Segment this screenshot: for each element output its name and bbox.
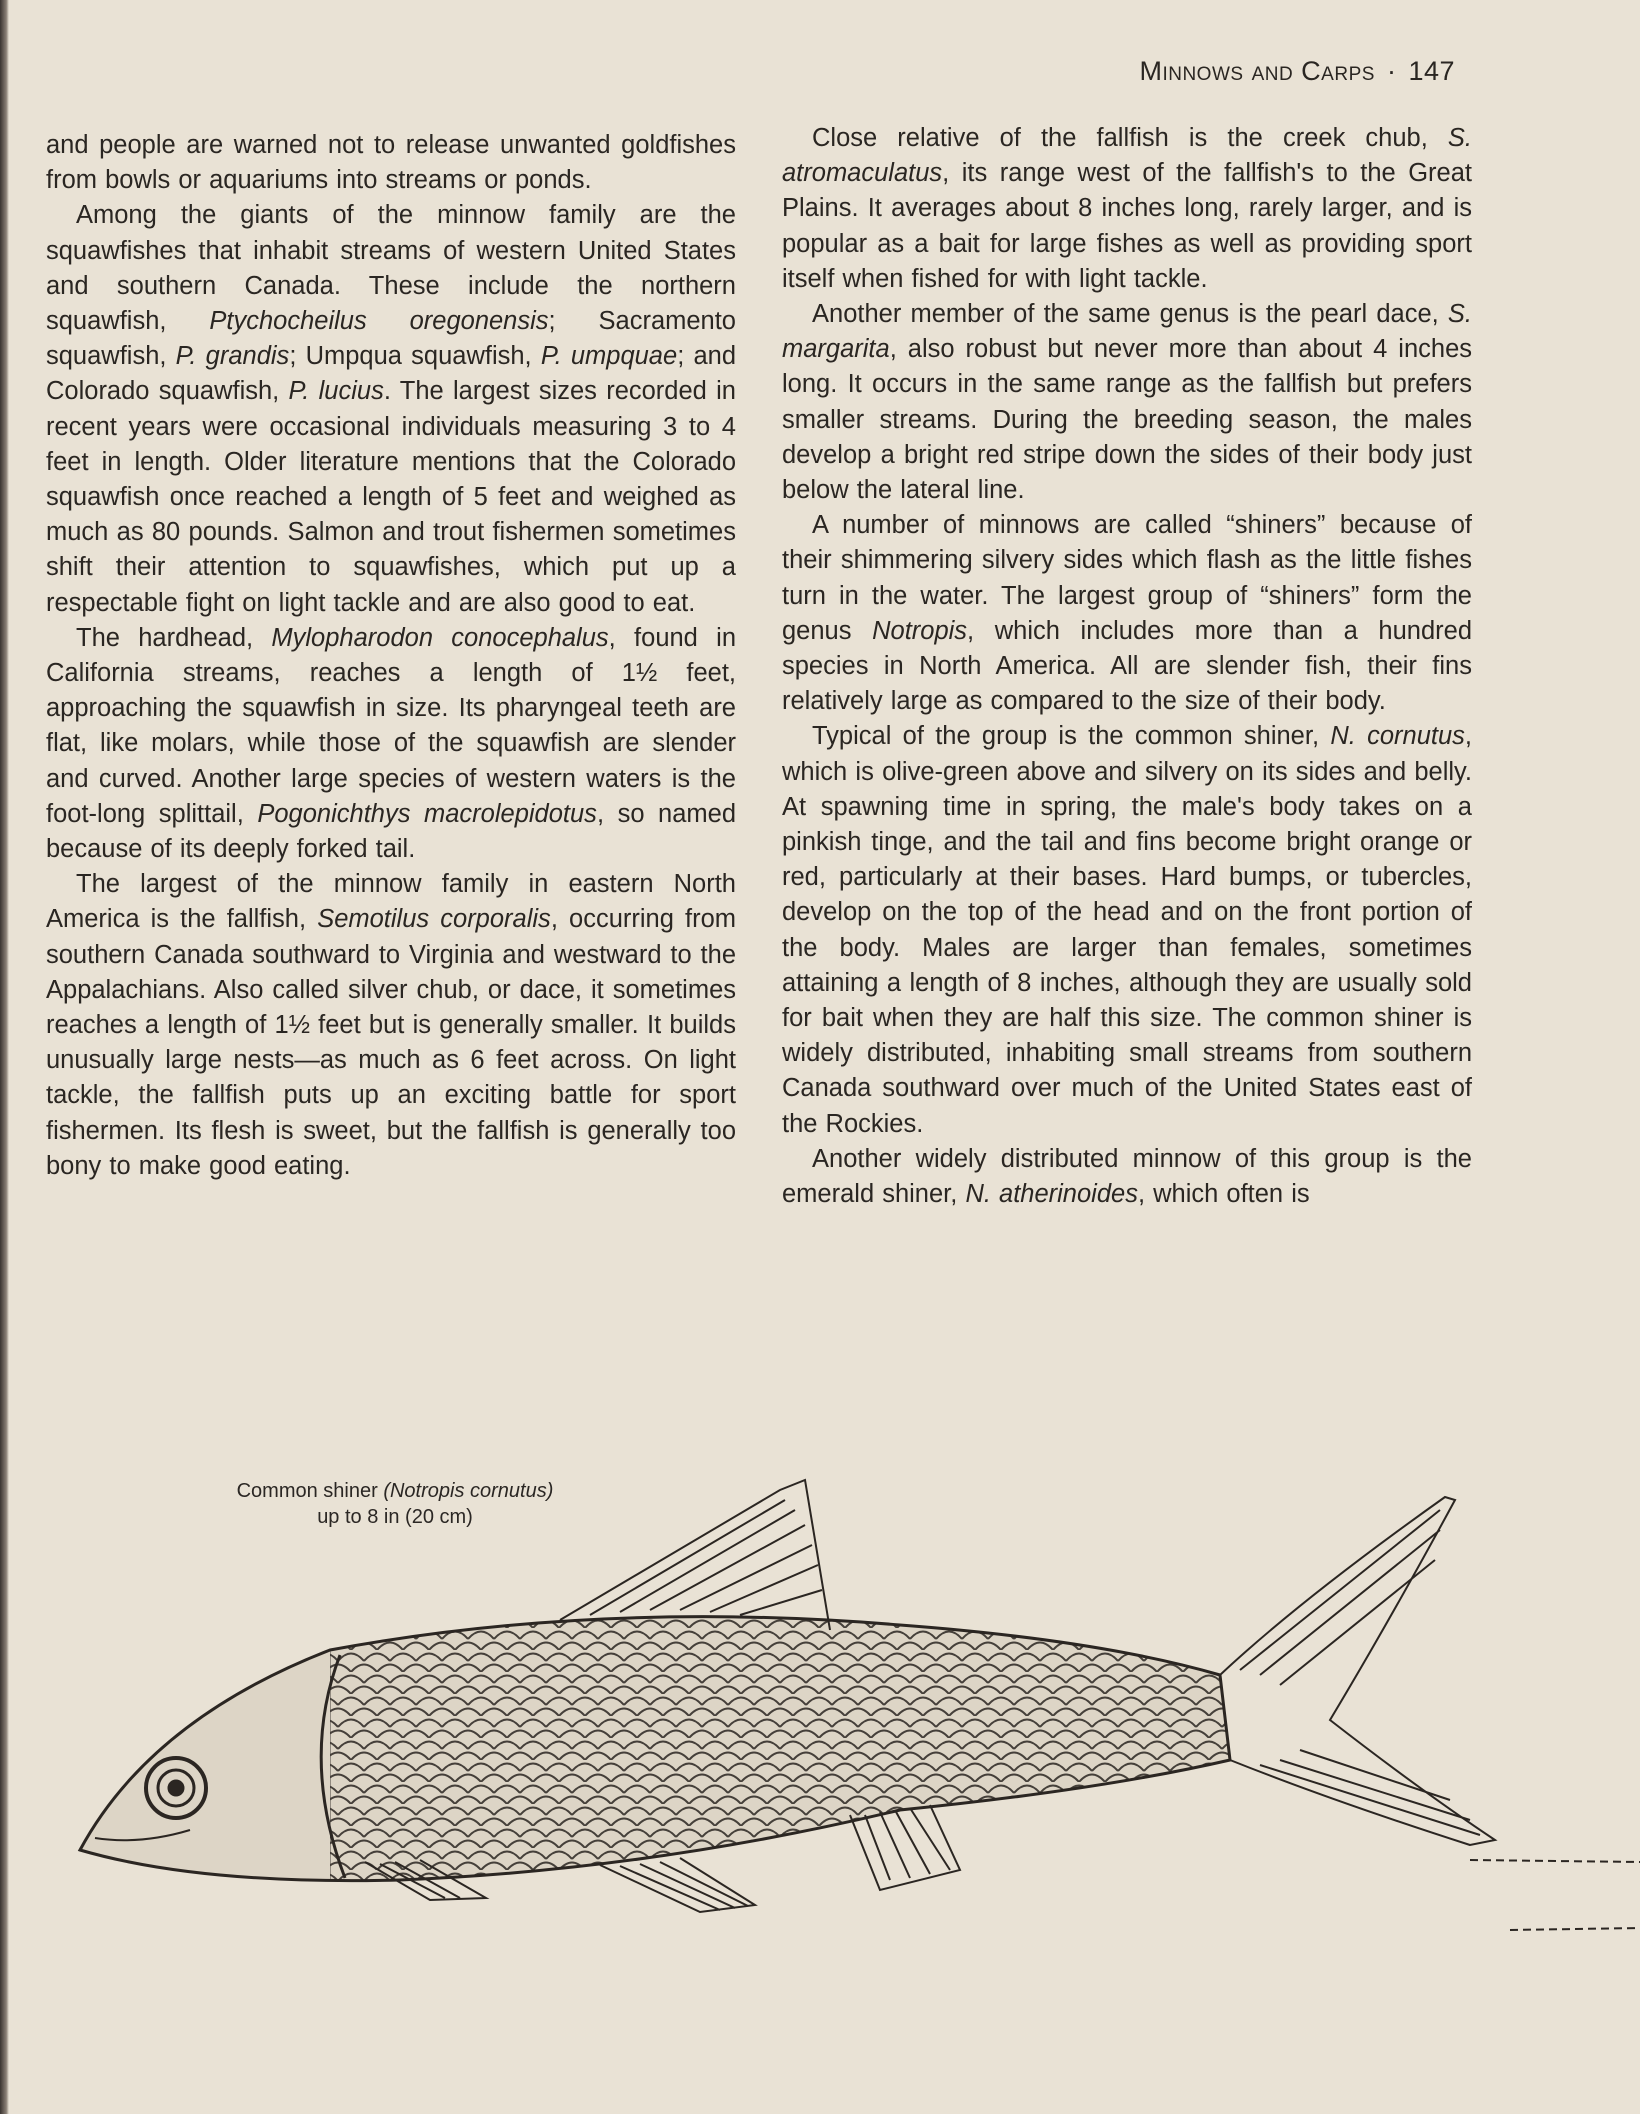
text: Close relative of the fallfish is the creek chub, (812, 124, 1448, 152)
paragraph (782, 297, 1472, 508)
text: , which includes more than a hundred species in North America. All are slender fish, their fins relatively large as compared to the size of their body. (782, 616, 1473, 716)
pelvic-fin (600, 1858, 755, 1912)
header-separator: · (1386, 56, 1397, 86)
scientific-name: N. atherinoides (965, 1180, 1138, 1209)
scientific-name: Notropis (872, 616, 968, 645)
tail-fin (1220, 1497, 1640, 1930)
scientific-name: N. cornutus (1330, 722, 1465, 751)
text: . The largest sizes recorded in recent years were occasional individuals measuring 3 to 4 feet in length. Older literature mentions that the Colorado squawfish once reached a length of 5 feet and weighed as much as 80 pounds. Salmon and trout fishermen sometimes shift their attention to squawfishes, which put up a respectable fight on light tackle and are also good to eat. (46, 377, 736, 617)
scientific-name: P. lucius (288, 377, 384, 406)
anal-fin (850, 1805, 960, 1890)
text: The largest of the minnow family in eastern North America is the fallfish, (46, 870, 736, 934)
caption-scientific-name: (Notropis cornutus) (383, 1480, 554, 1502)
text: Among the giants of the minnow family are the squawfishes that inhabit streams of western United States and southern Canada. These include the northern squawfish, (46, 201, 736, 336)
left-column (46, 128, 736, 1184)
scientific-name: Pogonichthys macrolepidotus (257, 799, 597, 828)
text: ; Umpqua squawfish, (289, 342, 541, 371)
paragraph (782, 121, 1472, 297)
page-number: 147 (1408, 56, 1455, 86)
text: ; Sacramento squawfish, (46, 307, 736, 371)
caption-common-name: Common shiner (236, 1480, 384, 1502)
paragraph (46, 198, 736, 620)
text: ; and Colorado squawfish, (46, 342, 737, 406)
caption-size: up to 8 in (20 cm) (317, 1506, 473, 1528)
running-header (1139, 56, 1455, 87)
text: Another member of the same genus is the pearl dace, (812, 300, 1448, 329)
text: , found in California streams, reaches a length of 1½ feet, approaching the squawfish in size. Its pharyngeal teeth are flat, like molars, while those of the squawfish are slender and curved. Another large species of western waters is the foot-long splittail, (46, 623, 737, 828)
right-column (782, 121, 1472, 1212)
text: , its range west of the fallfish's to the Great Plains. It averages about 8 inches long, rarely larger, and is popular as a bait for large fishes as well as providing sport itself when fished for with light tackle. (782, 159, 1472, 293)
text: The hardhead, (76, 623, 272, 652)
text: Another widely distributed minnow of this group is the emerald shiner, (782, 1144, 1472, 1209)
scientific-name: Semotilus corporalis (317, 905, 551, 934)
text: and people are warned not to release unwanted goldfishes from bowls or aquariums into streams or ponds. (46, 131, 736, 195)
scientific-name: P. umpquae (540, 342, 678, 371)
common-shiner-illustration (0, 1440, 1640, 1960)
paragraph (782, 1142, 1472, 1212)
text: Typical of the group is the common shiner, (812, 722, 1331, 751)
text: A number of minnows are called “shiners” because of their shimmering silvery sides which flash as the little fishes turn in the water. The largest group of “shiners” form the genus (782, 511, 1472, 645)
text: , which often is (1137, 1180, 1310, 1209)
section-title: Minnows and Carps (1139, 56, 1375, 86)
paragraph (46, 128, 736, 198)
scientific-name: S. margarita (782, 300, 1472, 364)
paragraph (46, 621, 736, 867)
text: , which is olive-green above and silvery on its sides and belly. At spawning time in spring, the male's body takes on a pinkish tinge, and the tail and fins become bright orange or red, particularly at their bases. Hard bumps, or tubercles, develop on the top of the head and on the front portion of the body. Males are larger than females, sometimes attaining a length of 8 inches, although they are usually sold for bait when they are half this size. The common shiner is widely distributed, inhabiting small streams from southern Canada southward over much of the United States east of the Rockies. (782, 722, 1473, 1138)
fish-body (80, 1600, 1250, 1900)
dorsal-fin (560, 1480, 830, 1630)
text: , occurring from southern Canada southward to Virginia and westward to the Appalachians. Also called silver chub, or dace, it sometimes reaches a length of 1½ feet but is generally smaller. It builds unusually large nests—as much as 6 feet across. On light tackle, the fallfish puts up an exciting battle for sport fishermen. Its flesh is sweet, but the fallfish is generally too bony to make good eating. (46, 905, 736, 1180)
paragraph (46, 867, 736, 1184)
scientific-name: P. grandis (175, 342, 290, 371)
scientific-name: S. atromaculatus (782, 124, 1472, 188)
scientific-name: Ptychocheilus oregonensis (209, 307, 549, 336)
scientific-name: Mylopharodon conocephalus (271, 623, 609, 652)
text: , also robust but never more than about 4 inches long. It occurs in the same range as the fallfish but prefers smaller streams. During the breeding season, the males develop a bright red stripe down the sides of their body just below the lateral line. (782, 335, 1472, 505)
paragraph (782, 719, 1472, 1141)
text: , so named because of its deeply forked tail. (46, 799, 737, 864)
paragraph (782, 508, 1472, 719)
